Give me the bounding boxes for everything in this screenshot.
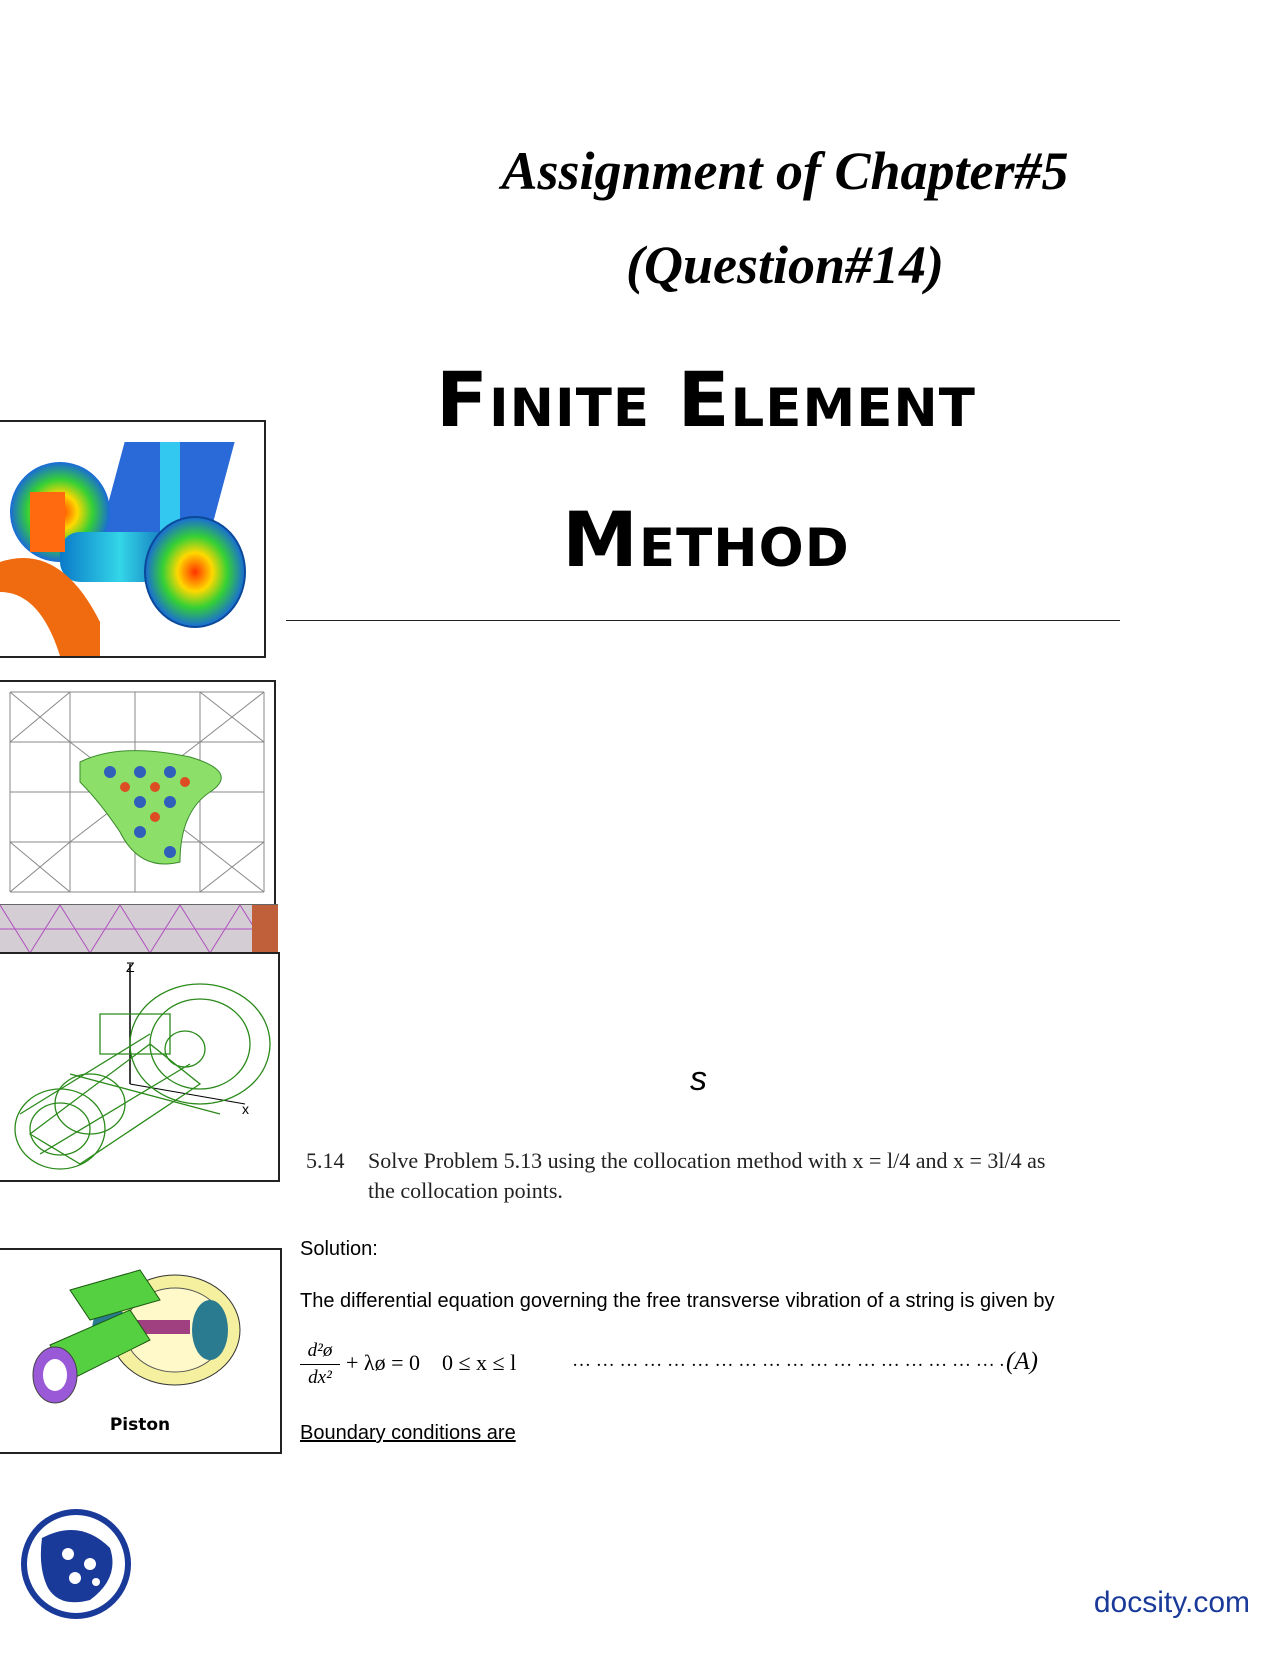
piston-label: Piston — [109, 1415, 171, 1435]
mesh-refinement-image — [0, 680, 276, 906]
problem-line1 — [306, 1146, 1256, 1176]
stray-letter: s — [690, 1060, 707, 1098]
equation-tag: (A) — [1006, 1348, 1038, 1375]
wireframe-mesh-image — [0, 952, 280, 1182]
triangle-mesh-strip — [0, 904, 278, 954]
equation-rest: + λø = 0 0 ≤ x ≤ l — [346, 1350, 517, 1375]
wireframe-graphic — [0, 954, 278, 1180]
main-title-finite-element: Finite Element — [436, 355, 976, 444]
assignment-title: Assignment of Chapter#5 — [501, 141, 1069, 201]
equation-numerator: d²ø — [300, 1338, 340, 1365]
triangle-mesh-graphic — [0, 905, 278, 953]
z-axis-label: Z — [126, 959, 135, 975]
x-axis-label: x — [242, 1101, 249, 1117]
main-title — [286, 350, 1126, 611]
problem-text-2: the collocation points. — [368, 1178, 563, 1203]
title-rule — [286, 620, 1120, 621]
question-title: (Question#14) — [625, 235, 944, 295]
docsity-brand[interactable]: docsity.com — [1093, 1586, 1250, 1619]
mesh-graphic — [0, 682, 274, 904]
equation-fraction — [300, 1338, 340, 1391]
equation-denominator: dx² — [308, 1367, 332, 1388]
equation-a — [300, 1338, 1180, 1398]
solution-text: The differential equation governing the free transverse vibration of a string is given by — [300, 1290, 1055, 1312]
main-title-line2 — [286, 490, 1126, 611]
piston-image — [0, 1248, 282, 1454]
piston-graphic — [0, 1250, 280, 1452]
solution-label: Solution: — [300, 1238, 378, 1260]
docsity-logo-icon — [20, 1508, 132, 1620]
problem-number: 5.14 — [306, 1148, 345, 1173]
boundary-conditions-label: Boundary conditions are — [300, 1422, 516, 1444]
docsity-logo[interactable] — [20, 1508, 132, 1620]
fem-assembly-graphic — [0, 422, 264, 656]
main-title-method: Method — [562, 495, 850, 584]
problem-statement — [306, 1146, 1256, 1206]
fem-assembly-image — [0, 420, 266, 658]
equation-dots: … … … … … … … … … … … … … … … … … … . — [572, 1350, 1005, 1371]
problem-line2 — [306, 1176, 1256, 1206]
main-title-line1 — [286, 350, 1126, 490]
problem-text-1: Solve Problem 5.13 using the collocation method with x = l/4 and x = 3l/4 as — [368, 1148, 1046, 1173]
